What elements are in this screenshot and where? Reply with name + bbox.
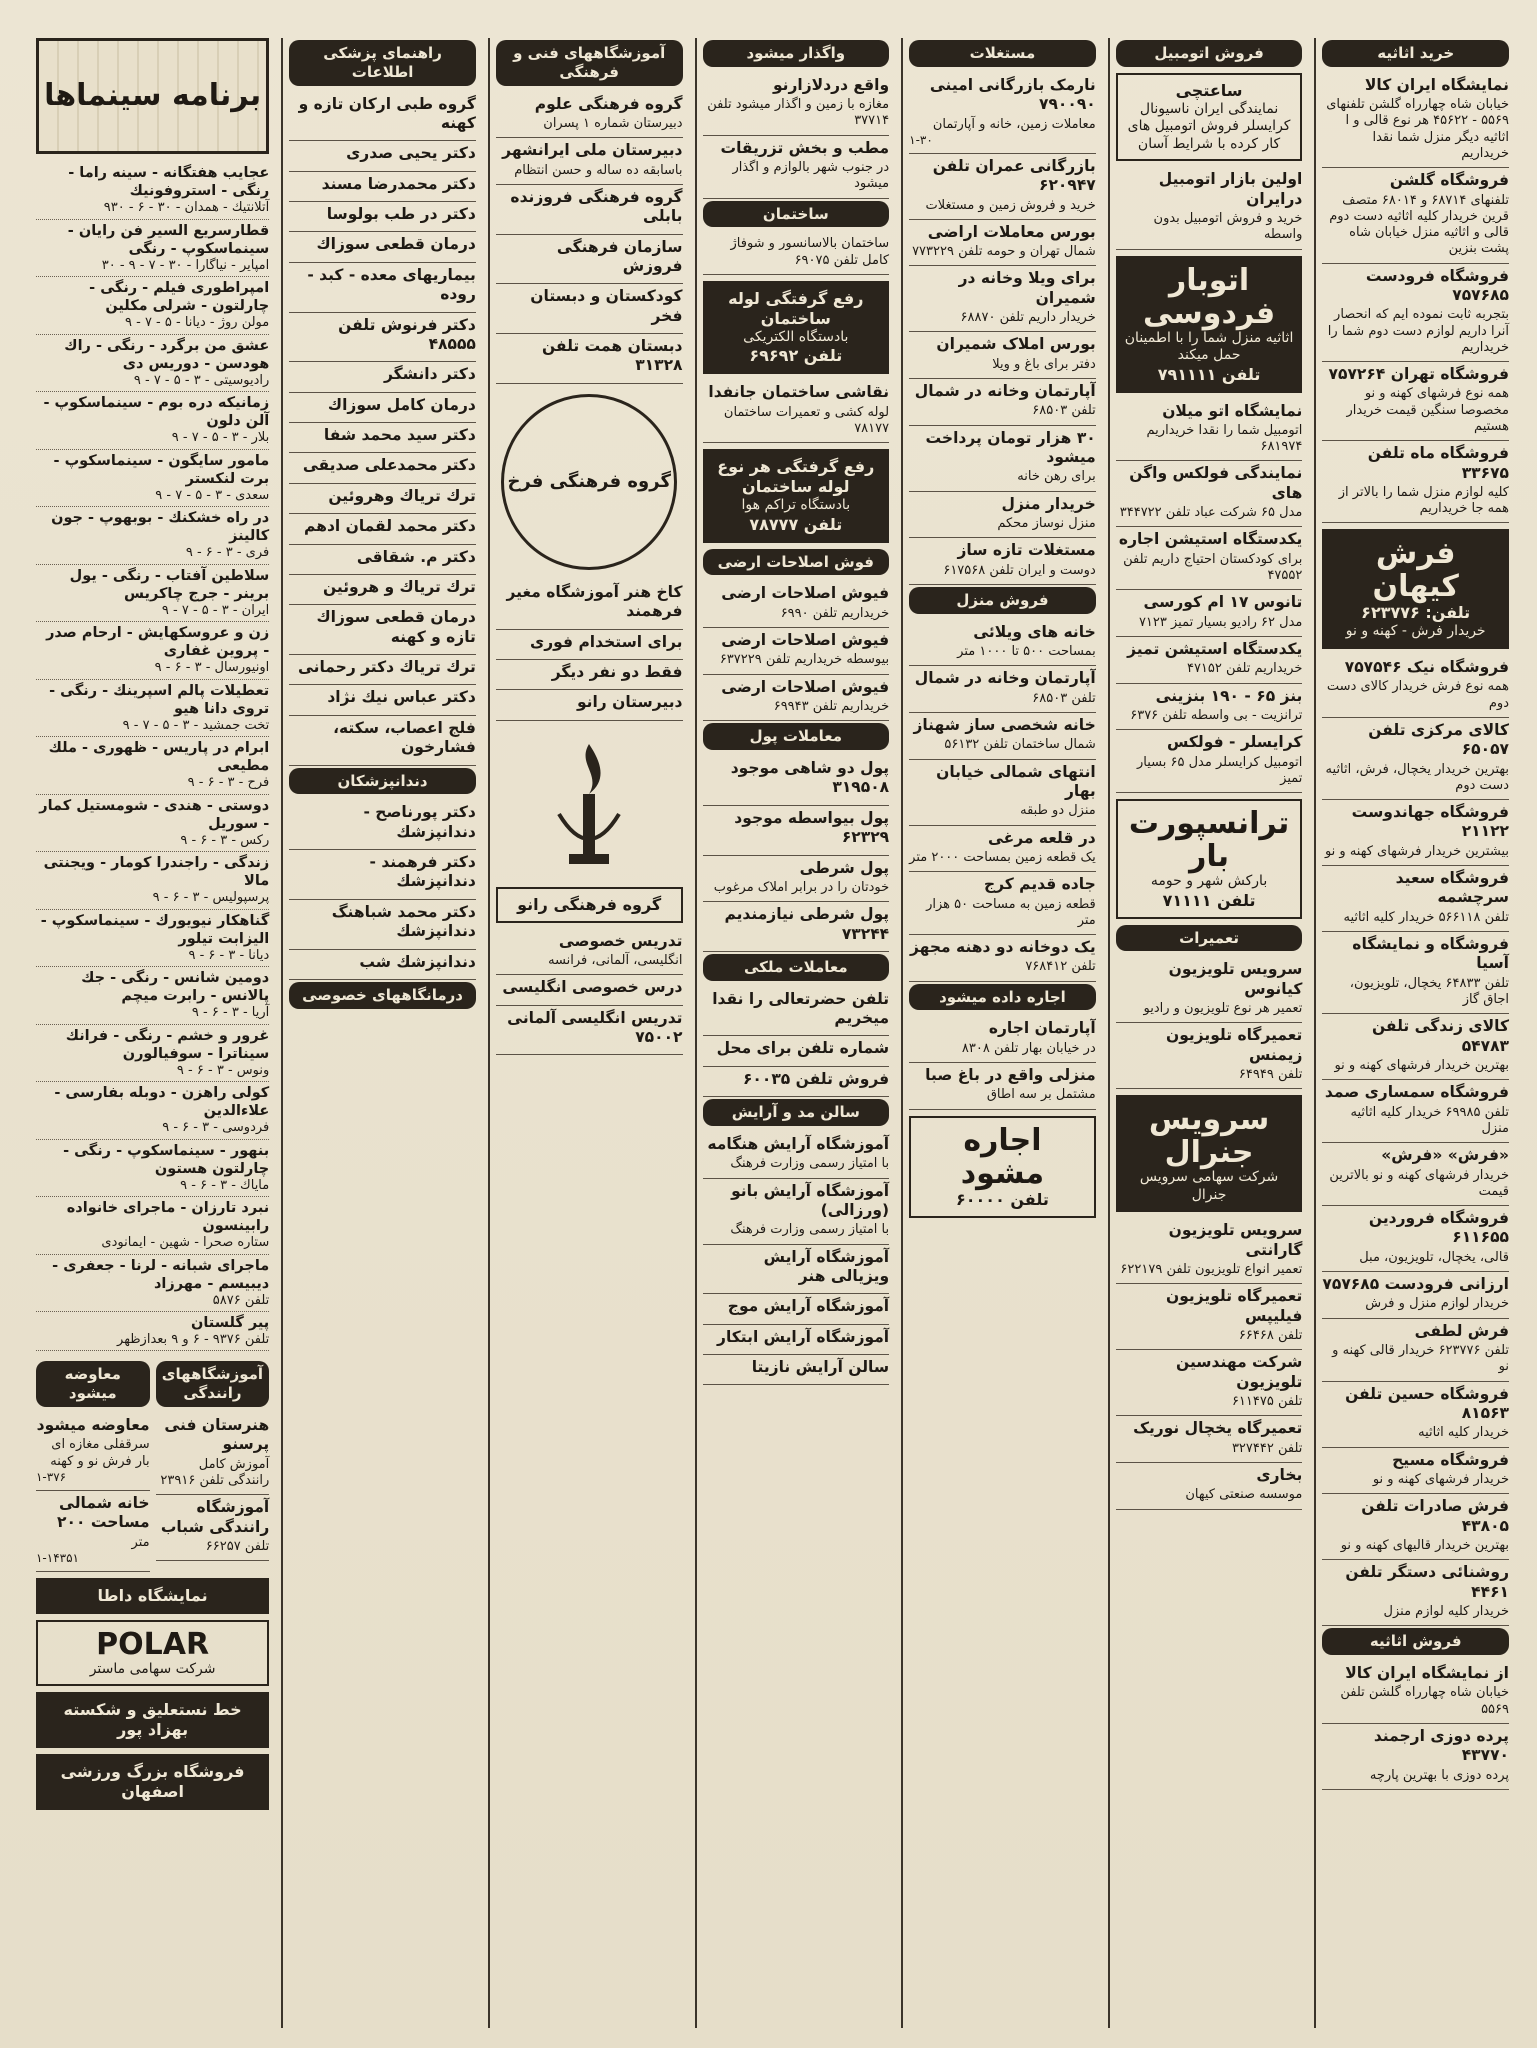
ad-box-rano: گروه فرهنگی رانو (496, 887, 683, 923)
ad-item: نمایندگی فولکس واگن های مدل ۶۵ شرکت عباد تلفن ۳۴۴۷۲۲ (1116, 461, 1303, 527)
ad-item: دکتر فرهمند - دندانپزشك (289, 850, 476, 900)
ad-item: آموزشگاه رانندگی شباب تلفن ۶۶۲۵۷ (156, 1495, 270, 1561)
column-car-sale (1108, 38, 1309, 2028)
ad-box-sports-store: فروشگاه بزرگ ورزشی اصفهان (36, 1754, 269, 1810)
ad-item: دکتر م. شقاقی (289, 545, 476, 575)
section-header: تعمیرات (1116, 925, 1303, 952)
film-listing: دومین شانس - رنگی - جك پالانس - رابرت میچم آریا - ۳ - ۶ - ۹ (36, 967, 269, 1025)
ad-item: خانه های ویلائی بمساحت ۵۰۰ تا ۱۰۰۰ متر (909, 620, 1096, 667)
ad-item: شماره تلفن برای محل (703, 1036, 890, 1066)
exchange-ads (36, 1359, 150, 1571)
ad-item: دکتر سید محمد شفا (289, 423, 476, 453)
ad-item: بخاری موسسه صنعتی کیهان (1116, 1463, 1303, 1510)
section-header: ساختمان (703, 201, 890, 228)
ad-item: فروشگاه گلشن تلفنهای ۶۸۷۱۴ و ۶۸۰۱۴ متصف قرین خریدار کلیه اثاثیه دست دوم قالی و اثاثیه منزل خیابان شاه پشت بنزین (1322, 168, 1509, 263)
ad-item: آپارتمان اجاره در خیابان بهار تلفن ۸۳۰۸ (909, 1016, 1096, 1063)
ad-item: سرویس تلویزیون کیانوس تعمیر هر نوع تلویزیون و رادیو (1116, 957, 1303, 1023)
ad-item: منزلی واقع در باغ صبا مشتمل بر سه اطاق (909, 1063, 1096, 1110)
film-listing: مامور سایگون - سینماسکوپ - برت لنکستر سعدی - ۳ - ۵ - ۷ - ۹ (36, 450, 269, 508)
ad-item: فروشگاه نیک ۷۵۷۵۴۶ همه نوع فرش خریدار کالای دست دوم (1322, 655, 1509, 718)
ad-item: ۳۰ هزار تومان پرداخت میشود برای رهن خانه (909, 426, 1096, 492)
ad-item: دکتر دانشگر (289, 362, 476, 392)
film-listing: در راه خشکنك - بوبهوپ - جون کالینز فری - ۳ - ۶ - ۹ (36, 507, 269, 565)
film-listing: گناهکار نیویورك - سینماسکوپ - الیزابت تیلور دیانا - ۳ - ۶ - ۹ (36, 910, 269, 968)
ad-item: «فرش» «فرش» خریدار فرشهای کهنه و نو بالاترین قیمت (1322, 1143, 1509, 1206)
section-header: سالن مد و آرایش (703, 1099, 890, 1126)
ad-box-polar: POLAR شرکت سهامی ماستر (36, 1620, 269, 1687)
ad-item: دکتر فرنوش تلفن ۴۸۵۵۵ (289, 313, 476, 363)
ad-box-kayhan-carpet: فرش کیهان تلفن: ۶۲۳۷۷۶ خریدار فرش - کهنه و نو (1322, 529, 1509, 649)
farrokh-group-seal: گروه فرهنگی فرخ (501, 394, 677, 570)
cinema-program-title: برنامه سینماها (36, 38, 269, 154)
ad-item: شرکت مهندسین تلویزیون تلفن ۶۱۱۴۷۵ (1116, 1350, 1303, 1416)
ad-item: دبیرستان رانو (496, 690, 683, 720)
ad-item: دکتر محمد شباهنگ دندانپزشك (289, 900, 476, 950)
film-listing: زن و عروسکهایش - ارحام صدر - پروین غفاری اونیورسال - ۳ - ۶ - ۹ (36, 622, 269, 680)
ad-item: فروش تلفن ۶۰۰۳۵ (703, 1067, 890, 1097)
ad-item: کالای زندگی تلفن ۵۴۷۸۳ بهترین خریدار فرشهای کهنه و نو (1322, 1014, 1509, 1080)
ad-item: دکتر پورناصح - دندانپزشك (289, 800, 476, 850)
ad-item: جاده قدیم کرج قطعه زمین به مساحت ۵۰ هزار متر (909, 872, 1096, 935)
ad-item: تدریس خصوصی انگلیسی، آلمانی، فرانسه (496, 929, 683, 976)
section-header: آموزشگاههای فنی و فرهنگی (496, 40, 683, 86)
torch-emblem-icon (529, 729, 649, 879)
ad-item: دکتر یحیی صدری (289, 141, 476, 171)
ad-item: معاوضه میشود سرقفلی مغازه ای بار فرش نو و کهنه ۱-۳۷۶ (36, 1413, 150, 1491)
film-listing: امپراطوری فیلم - رنگی - چارلتون - شرلی مکلین مولن روژ - دیانا - ۵ - ۷ - ۹ (36, 277, 269, 335)
ad-item: نمایشگاه ایران کالا خیابان شاه چهارراه گلشن تلفنهای ۵۵۶۹ - ۴۵۶۲۲ هر نوع قالی و ا اثاثیه دیگر منزل شما نقدا خریداریم (1322, 73, 1509, 168)
section-header: دندانپزشکان (289, 768, 476, 795)
ad-item: فیوش اصلاحات ارضی خریداریم تلفن ۶۹۹۰ (703, 581, 890, 628)
ad-item: تدریس انگلیسی آلمانی ۷۵۰۰۲ (496, 1006, 683, 1056)
section-header: معاملات پول (703, 723, 890, 750)
ad-item: دکتر محمد لقمان ادهم (289, 514, 476, 544)
ad-box-general-service: سرویس جنرال شرکت سهامی سرویس جنرال (1116, 1095, 1303, 1212)
ad-item: از نمایشگاه ایران کالا خیابان شاه چهارراه گلشن تلفن ۵۵۶۹ (1322, 1661, 1509, 1724)
ad-item: آموزشگاه آرایش موج (703, 1294, 890, 1324)
ad-item: ساختمان بالاسانسور و شوفاژ کامل تلفن ۶۹۰۷۵ (703, 233, 890, 275)
column-real-estate (901, 38, 1102, 2028)
ad-item: تعمیرگاه تلویزیون فیلیپس تلفن ۶۶۴۶۸ (1116, 1284, 1303, 1350)
ad-item: آموزشگاه آرایش بانو (ورزالی) با امتیاز رسمی وزارت فرهنگ (703, 1179, 890, 1245)
ad-item: دبیرستان ملی ایرانشهر باسابقه ده ساله و حسن انتظام (496, 138, 683, 185)
section-header: فروش منزل (909, 587, 1096, 614)
ad-item: مستغلات تازه ساز دوست و ایران تلفن ۶۱۷۵۶۸ (909, 538, 1096, 585)
ad-item: کالای مرکزی تلفن ۶۵۰۵۷ بهترین خریدار یخچال، فرش، اثاثیه دست دوم (1322, 718, 1509, 800)
ad-item: ترك تریاك دکتر رحمانی (289, 655, 476, 685)
film-listing: عشق من برگرد - رنگی - راك هودسن - دوریس دی رادیوسیتی - ۳ - ۵ - ۷ - ۹ (36, 335, 269, 393)
ad-item: بازرگانی عمران تلفن ۶۲۰۹۴۷ خرید و فروش زمین و مستغلات (909, 154, 1096, 220)
ad-item: فروشگاه جهاندوست ۲۱۱۲۲ بیشترین خریدار فرشهای کهنه و نو (1322, 800, 1509, 866)
ad-item: هنرستان فنی پرسنو آموزش کامل رانندگی تلفن ۲۳۹۱۶ (156, 1413, 270, 1495)
ad-item: آموزشگاه آرایش ابتکار (703, 1325, 890, 1355)
ad-item: خریدار منزل منزل نوساز محکم (909, 492, 1096, 539)
film-listing: قطارسریع السیر فن رایان - سینماسکوپ - رنگی امپایر - نیاگارا - ۳۰ - ۷ - ۹ - ۳۰ (36, 220, 269, 278)
film-listing: دوستی - هندی - شومستیل کمار - سوریل رکس - ۳ - ۶ - ۹ (36, 795, 269, 853)
film-listing: بنهور - سینماسکوپ - رنگی - چارلتون هستون مایاك - ۳ - ۶ - ۹ (36, 1140, 269, 1198)
ad-item: کرایسلر - فولکس اتومبیل کرایسلر مدل ۶۵ بسیار تمیز (1116, 730, 1303, 793)
ad-item: فیوش اصلاحات ارضی بیوسطه خریداریم تلفن ۶۳۷۲۲۹ (703, 628, 890, 675)
film-listing: غرور و خشم - رنگی - فرانك سیناترا - سوفیالورن ونوس - ۳ - ۶ - ۹ (36, 1025, 269, 1083)
film-listing: زمانیکه دره بوم - سینماسکوپ - آلن دلون بلار - ۳ - ۵ - ۷ - ۹ (36, 392, 269, 450)
ad-item: دکتر در طب بولوسا (289, 202, 476, 232)
section-header: راهنمای پزشکی اطلاعات (289, 40, 476, 86)
ad-item: دبستان همت تلفن ۳۱۳۲۸ (496, 334, 683, 384)
section-header: معاوضه میشود (36, 1361, 150, 1407)
ad-item: پول بیواسطه موجود ۶۲۳۲۹ (703, 806, 890, 856)
ad-item: گروه فرهنگی علوم دبیرستان شماره ۱ پسران (496, 92, 683, 139)
film-listing: تعطیلات پالم اسپرینك - رنگی - تروی دانا هیو تخت جمشید - ۳ - ۵ - ۷ - ۹ (36, 680, 269, 738)
film-listing: ابرام در پاریس - ظهوری - ملك مطیعی فرح - ۳ - ۶ - ۹ (36, 737, 269, 795)
ad-item: فروشگاه فروردین ۶۱۱۶۵۵ قالی، یخچال، تلویزیون، مبل (1322, 1206, 1509, 1272)
section-header: واگذار میشود (703, 40, 890, 67)
section-header: مستغلات (909, 40, 1096, 67)
ad-item: انتهای شمالی خیابان بهار منزل دو طبقه (909, 760, 1096, 826)
ad-box-pipe-cleaning-2: رفع گرفتگی هر نوع لوله ساختمان بادستگاه تراکم هوا تلفن ۷۸۷۷۷ (703, 449, 890, 543)
ad-item: یکدستگاه استیشن اجاره برای کودکستان احتیاج داریم تلفن ۴۷۵۵۲ (1116, 527, 1303, 590)
ad-item: پول شرطی نیازمندیم ۷۳۲۴۴ (703, 902, 890, 952)
ad-item: فلج اعصاب، سکته، فشارخون (289, 716, 476, 766)
ad-item: درمان قطعی سوزاك (289, 232, 476, 262)
ad-item: تلفن حضرتعالی را نقدا میخریم (703, 987, 890, 1037)
driving-ads (156, 1359, 270, 1571)
ad-item: واقع دردلازارنو مغازه با زمین و اگذار میشود تلفن ۳۷۷۱۴ (703, 73, 890, 136)
column-medical (281, 38, 482, 2028)
ad-box-data-exhibition: نمایشگاه داطا (36, 1578, 269, 1614)
ad-item: فروشگاه تهران ۷۵۷۲۶۴ همه نوع فرشهای کهنه و نو مخصوصا سنگین قیمت خریدار هستیم (1322, 362, 1509, 441)
film-listing: کولی راهزن - دوبله بفارسی - علاءالدین فردوسی - ۳ - ۶ - ۹ (36, 1082, 269, 1140)
section-header: فوش اصلاحات ارضی (703, 549, 890, 576)
ad-item: بورس معاملات اراضی شمال تهران و حومه تلفن ۷۷۳۲۲۹ (909, 220, 1096, 267)
ad-item: فقط دو نفر دیگر (496, 660, 683, 690)
ad-item: نارمک بازرگانی امینی ۷۹۰۰۹۰ معاملات زمین، خانه و آپارتمان ۱-۳۰ (909, 73, 1096, 154)
ad-item: در قلعه مرغی یک قطعه زمین بمساحت ۲۰۰۰ متر (909, 826, 1096, 873)
column-transfer (695, 38, 896, 2028)
section-header: خرید اثاثیه (1322, 40, 1509, 67)
ad-item: تعمیرگاه تلویزیون زیمنس تلفن ۶۴۹۴۹ (1116, 1023, 1303, 1089)
ad-box-rent: اجاره مشود تلفن ۶۰۰۰۰ (909, 1116, 1096, 1218)
ad-item: آموزشگاه آرایش ویزیالی هنر (703, 1245, 890, 1295)
ad-item: بیماریهای معده - کبد - روده (289, 263, 476, 313)
ad-item: فروشگاه سعید سرچشمه تلفن ۵۶۶۱۱۸ خریدار کلیه اثاثیه (1322, 866, 1509, 932)
ad-item: سرویس تلویزیون گارانتی تعمیر انواع تلویزیون تلفن ۶۲۲۱۷۹ (1116, 1218, 1303, 1284)
ad-item: درمان قطعی سوزاك تازه و کهنه (289, 605, 476, 655)
ad-item: بورس املاک شمیران دفتر برای باغ و ویلا (909, 332, 1096, 379)
ad-box-transport: ترانسپورت بار بارکش شهر و حومه تلفن ۷۱۱۱۱ (1116, 799, 1303, 919)
ad-item: دکتر عباس نیك نژاد (289, 685, 476, 715)
film-listing: سلاطین آفتاب - رنگی - یول برینر - جرج چاکریس ایران - ۳ - ۵ - ۷ - ۹ (36, 565, 269, 623)
ad-item: فروشگاه ماه تلفن ۳۳۶۷۵ کلیه لوازم منزل شما را بالاتر از همه جا خریداریم (1322, 441, 1509, 523)
section-header: اجاره داده میشود (909, 984, 1096, 1011)
ad-item: درس خصوصی انگلیسی (496, 975, 683, 1005)
ad-item: پرده دوزی ارجمند ۴۳۷۷۰ پرده دوزی با بهترین پارچه (1322, 1724, 1509, 1790)
ad-item: دندانپزشك شب (289, 950, 476, 980)
section-header: معاملات ملکی (703, 954, 890, 981)
bottom-ads-row (36, 1359, 269, 1571)
ad-item: مطب و بخش تزریقات در جنوب شهر بالوازم و اگذار میشود (703, 136, 890, 199)
ad-item: ترك تریاك و هروئین (289, 575, 476, 605)
ad-item: یکدستگاه استیشن تمیز خریداریم تلفن ۴۷۱۵۲ (1116, 637, 1303, 684)
ad-item: سازمان فرهنگی فروزش (496, 235, 683, 285)
ad-item: خانه شمالی مساحت ۲۰۰ متر ۱-۱۴۳۵۱ (36, 1491, 150, 1572)
film-listing: زندگی - راجندرا کومار - ویجنتی مالا پرسپولیس - ۳ - ۶ - ۹ (36, 852, 269, 910)
ad-item: گروه فرهنگی فروزنده بابلی (496, 185, 683, 235)
ad-item: تانوس ۱۷ ام کورسی مدل ۶۲ رادیو بسیار تمیز ۷۱۲۳ (1116, 590, 1303, 637)
ad-item: گروه طبی ارکان تازه و کهنه (289, 92, 476, 142)
ad-item: فروشگاه فرودست ۷۵۷۶۸۵ بتجربه ثابت نموده ایم که انحصار آنرا داریم لوازم دست دوم شما را خریداریم (1322, 264, 1509, 363)
ad-item: دکتر محمدعلی صدیقی (289, 453, 476, 483)
ad-item: کودکستان و دبستان فخر (496, 284, 683, 334)
film-listing: عجایب هفتگانه - سینه راما - رنگی - استروفونیك آتلانتیك - همدان - ۳۰ - ۶ - ۹۳۰ (36, 162, 269, 220)
ad-box-calligraphy: خط نستعلیق و شکسته بهزاد پور (36, 1692, 269, 1748)
ad-item: برای استخدام فوری (496, 630, 683, 660)
ad-item: فیوش اصلاحات ارضی خریداریم تلفن ۶۹۹۴۳ (703, 675, 890, 722)
ad-box-saatchi: ساعتچی نمایندگی ایران ناسیونال کرایسلر فروش اتومبیل های کار کرده با شرایط آسان (1116, 73, 1303, 162)
section-header: فروش اثاثیه (1322, 1628, 1509, 1655)
ad-item: ترك تریاك وهروئین (289, 484, 476, 514)
column-education (488, 38, 689, 2028)
ad-item: فروشگاه حسین تلفن ۸۱۵۶۳ خریدار کلیه اثاثیه (1322, 1382, 1509, 1448)
section-header: درمانگاههای خصوصی (289, 982, 476, 1009)
ad-item: دکتر محمدرضا مسند (289, 172, 476, 202)
ad-item: آپارتمان وخانه در شمال تلفن ۶۸۵۰۳ (909, 379, 1096, 426)
ad-item: آموزشگاه آرایش هنگامه با امتیاز رسمی وزارت فرهنگ (703, 1132, 890, 1179)
ad-item: فرش صادرات تلفن ۴۳۸۰۵ بهترین خریدار قالیهای کهنه و نو (1322, 1494, 1509, 1560)
ad-item: سالن آرایش نازیتا (703, 1355, 890, 1385)
classified-columns (30, 38, 1515, 2028)
ad-item: فروشگاه مسیح خریدار فرشهای کهنه و نو (1322, 1448, 1509, 1495)
ad-item: نمایشگاه اتو میلان اتومبیل شما را نقدا خریداریم ۶۸۱۹۷۴ (1116, 399, 1303, 462)
ad-item: درمان کامل سوزاك (289, 393, 476, 423)
ad-item: نقاشی ساختمان جانفدا لوله کشی و تعمیرات ساختمان ۷۸۱۷۷ (703, 380, 890, 443)
film-listing: نبرد تارزان - ماجرای خانواده رابینسون ستاره صحرا - شهین - ایمانودی (36, 1197, 269, 1255)
ad-item: یک دوخانه دو دهنه مجهز تلفن ۷۶۸۴۱۲ (909, 935, 1096, 982)
ad-item: آپارتمان وخانه در شمال تلفن ۶۸۵۰۳ (909, 666, 1096, 713)
ad-item: ارزانی فرودست ۷۵۷۶۸۵ خریدار لوازم منزل و فرش (1322, 1272, 1509, 1319)
ad-item: خانه شخصی ساز شهناز شمال ساختمان تلفن ۵۶۱۳۲ (909, 713, 1096, 760)
ad-item: فرش لطفی تلفن ۶۲۳۷۷۶ خریدار قالی کهنه و نو (1322, 1319, 1509, 1382)
ad-item: بنز ۶۵ - ۱۹۰ بنزینی ترانزیت - بی واسطه تلفن ۶۳۷۶ (1116, 684, 1303, 731)
film-listing: ماجرای شبانه - لرنا - جعفری - دیبیسم - مهرزاد تلفن ۵۸۷۶ (36, 1255, 269, 1313)
column-cinema (30, 38, 275, 2028)
ad-item: کاخ هنر آموزشگاه مغیر فرهمند (496, 580, 683, 630)
column-furniture-buy (1314, 38, 1515, 2028)
film-listing: پیر گلستان تلفن ۹۳۷۶ - ۶ و ۹ بعدازظهر (36, 1312, 269, 1351)
ad-item: تعمیرگاه یخچال نوریک تلفن ۳۲۷۴۴۲ (1116, 1416, 1303, 1463)
section-header: آموزشگاههای رانندگی (156, 1361, 270, 1407)
ad-item: پول شرطی خودتان را در برابر املاک مرغوب (703, 856, 890, 903)
ad-item: برای ویلا وخانه در شمیران خریدار داریم تلفن ۶۸۸۷۰ (909, 266, 1096, 332)
ad-item: پول دو شاهی موجود ۳۱۹۵۰۸ (703, 756, 890, 806)
ad-item: فروشگاه سمساری صمد تلفن ۶۹۹۸۵ خریدار کلیه اثاثیه منزل (1322, 1080, 1509, 1143)
section-header: فروش اتومبیل (1116, 40, 1303, 67)
ad-item: اولین بازار اتومبیل درایران خرید و فروش اتومبیل بدون واسطه (1116, 167, 1303, 249)
ad-item: فروشگاه و نمایشگاه آسیا تلفن ۶۴۸۳۳ یخچال، تلویزیون، اجاق گاز (1322, 932, 1509, 1014)
ad-item: روشنائی دستگر تلفن ۴۴۶۱ خریدار کلیه لوازم منزل (1322, 1560, 1509, 1626)
ad-box-pipe-cleaning: رفع گرفتگی لوله ساختمان بادستگاه الکتریکی تلفن ۶۹۶۹۲ (703, 281, 890, 375)
ad-box-ferdowsi-movers: اتوبار فردوسی اثاثیه منزل شما را با اطمینان حمل میکند تلفن ۷۹۱۱۱۱ (1116, 256, 1303, 393)
